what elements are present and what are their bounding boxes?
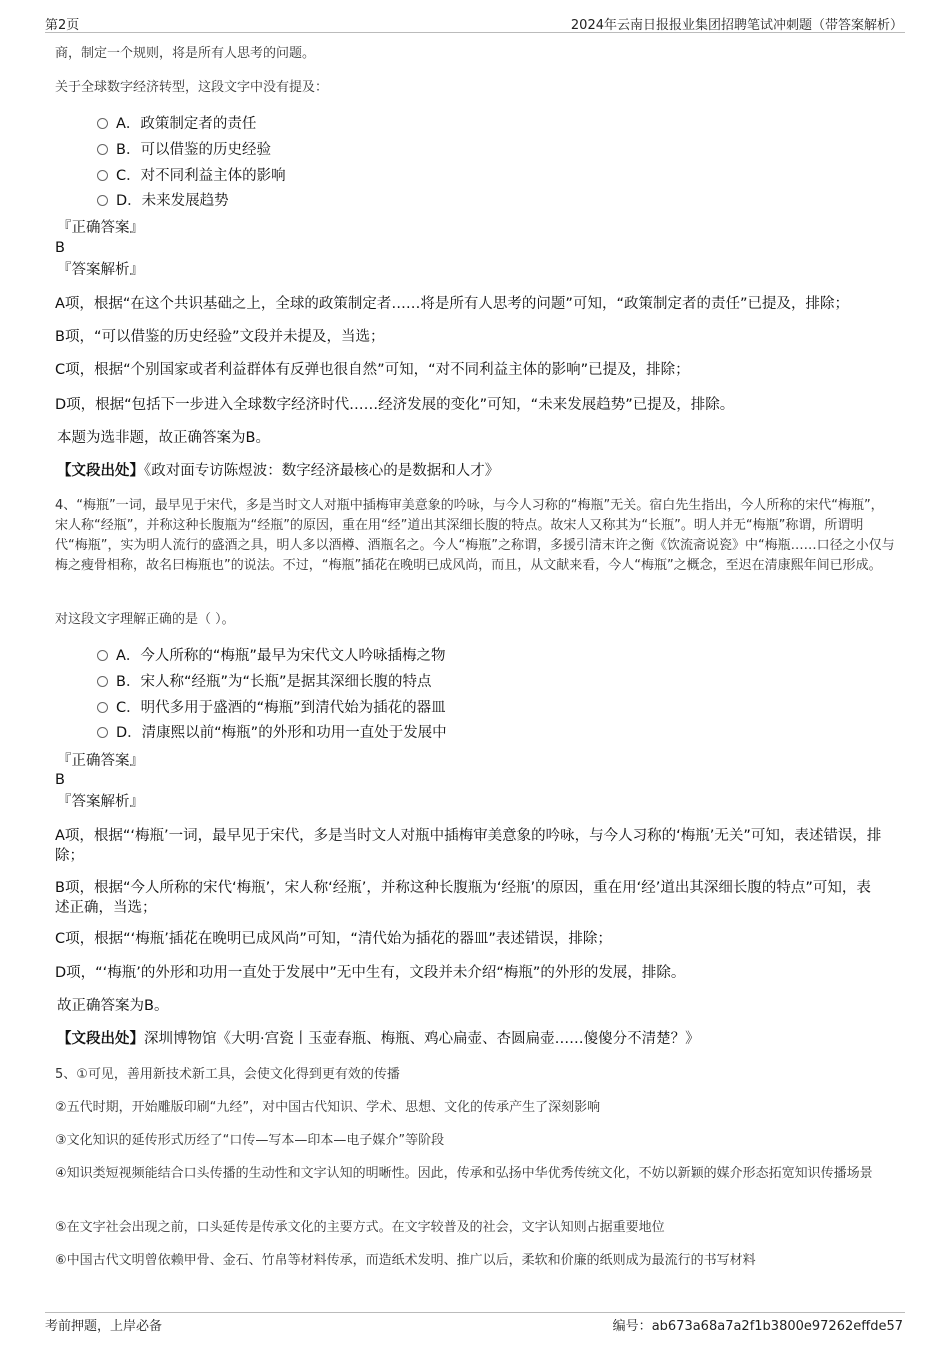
radio-icon[interactable] [97,170,108,181]
question-passage: 4、“梅瓶”一词，最早见于宋代，多是当时文人对瓶中插梅审美意象的吟咏，与今人习称的“梅瓶”无关。宿白先生指出，今人所称的宋代“梅瓶”，宋人称“经瓶”，并称这种长腹瓶为“经瓶”的原因，重在用“经”道出其深细长腹的特点。故宋人又称其为“长瓶”。明人并无“梅瓶”称谓，所谓明代“梅瓶”，实为明人流行的盛酒之具，明人多以酒樽、酒瓶名之。今人“梅瓶”之称谓，多援引清末许之衡《饮流斋说瓷》中“梅瓶……口径之小仅与梅之瘦骨相称，故名曰梅瓶也”的说法。不过，“梅瓶”插花在晚明已成风尚，而且，从文献来看，今人“梅瓶”之概念，至迟在清康熙年间已形成。 [55,498,895,573]
analysis-a: A项，根据“‘梅瓶’一词，最早见于宋代，多是当时文人对瓶中插梅审美意象的吟咏，与今人习称的‘梅瓶’无关”可知，表述错误，排除； [55,828,882,864]
analysis-b: B项，根据“今人所称的宋代‘梅瓶’，宋人称‘经瓶’，并称这种长腹瓶为‘经瓶’的原因，重在用‘经’道出其深细长腹的特点”可知，表述正确，当选； [55,880,871,916]
option-a[interactable]: A．政策制定者的责任 [97,114,256,134]
answer-label: 『正确答案』 [57,753,144,769]
radio-icon[interactable] [97,195,108,206]
source-line: 【文段出处】《政对面专访陈煜波：数字经济最核心的是数据和人才》 [57,463,500,479]
source-line: 【文段出处】深圳博物馆《大明·宫瓷丨玉壶春瓶、梅瓶、鸡心扁壶、杏圆扁壶……傻傻分不清楚？》 [57,1031,700,1047]
page-header [45,12,905,33]
radio-icon[interactable] [97,702,108,713]
answer-value: B [55,240,65,256]
document-title: 2024年云南日报报业集团招聘笔试冲刺题（带答案解析） [570,18,903,33]
analysis-c: C项，根据“‘梅瓶’插花在晚明已成风尚”可知，“清代始为插花的器皿”表述错误，排除； [55,931,612,947]
analysis-d: D项，根据“包括下一步进入全球数字经济时代……经济发展的变化”可知，“未来发展趋势”已提及，排除。 [55,397,735,413]
analysis-conclusion: 本题为选非题，故正确答案为B。 [57,430,270,446]
option-d[interactable]: D．清康熙以前“梅瓶”的外形和功用一直处于发展中 [97,723,447,743]
option-d[interactable]: D．未来发展趋势 [97,191,229,211]
analysis-a: A项，根据“在这个共识基础之上，全球的政策制定者……将是所有人思考的问题”可知，“政策制定者的责任”已提及，排除； [55,296,849,312]
radio-icon[interactable] [97,118,108,129]
sentence-1: 5、①可见，善用新技术新工具，会使文化得到更有效的传播 [55,1067,400,1082]
analysis-b: B项，“可以借鉴的历史经验”文段并未提及，当选； [55,329,385,345]
option-b[interactable]: B．宋人称“经瓶”为“长瓶”是据其深细长腹的特点 [97,672,432,692]
question-prompt: 对这段文字理解正确的是（ ）。 [55,612,235,627]
option-c[interactable]: C．明代多用于盛酒的“梅瓶”到清代始为插花的器皿 [97,698,446,718]
sentence-4: ④知识类短视频能结合口头传播的生动性和文字认知的明晰性。因此，传承和弘扬中华优秀传统文化，不妨以新颖的媒介形态拓宽知识传播场景 [55,1166,873,1181]
page-number: 第2页 [45,18,80,33]
passage-tail: 商，制定一个规则，将是所有人思考的问题。 [55,46,316,61]
option-c[interactable]: C．对不同利益主体的影响 [97,166,286,186]
analysis-conclusion: 故正确答案为B。 [57,998,169,1014]
option-b[interactable]: B．可以借鉴的历史经验 [97,140,271,160]
radio-icon[interactable] [97,676,108,687]
sentence-2: ②五代时期，开始雕版印刷“九经”，对中国古代知识、学术、思想、文化的传承产生了深刻影响 [55,1100,601,1115]
page-footer [45,1312,905,1335]
radio-icon[interactable] [97,727,108,738]
answer-label: 『正确答案』 [57,220,144,236]
answer-value: B [55,772,65,788]
analysis-label: 『答案解析』 [57,794,144,810]
radio-icon[interactable] [97,144,108,155]
sentence-5: ⑤在文字社会出现之前，口头延传是传承文化的主要方式。在文字较普及的社会，文字认知则占据重要地位 [55,1220,665,1235]
document-code: 编号：ab673a68a7a2f1b3800e97262effde57 [612,1319,903,1334]
analysis-d: D项，“‘梅瓶’的外形和功用一直处于发展中”无中生有，文段并未介绍“梅瓶”的外形的发展，排除。 [55,965,686,981]
footer-slogan: 考前押题，上岸必备 [45,1319,163,1334]
analysis-c: C项，根据“个别国家或者利益群体有反弹也很自然”可知，“对不同利益主体的影响”已提及，排除； [55,362,690,378]
option-a[interactable]: A．今人所称的“梅瓶”最早为宋代文人吟咏插梅之物 [97,646,445,666]
question-prompt: 关于全球数字经济转型，这段文字中没有提及： [55,80,329,95]
analysis-label: 『答案解析』 [57,262,144,278]
sentence-3: ③文化知识的延传形式历经了“口传—写本—印本—电子媒介”等阶段 [55,1133,445,1148]
radio-icon[interactable] [97,650,108,661]
sentence-6: ⑥中国古代文明曾依赖甲骨、金石、竹帛等材料传承，而造纸术发明、推广以后，柔软和价廉的纸则成为最流行的书写材料 [55,1253,756,1268]
